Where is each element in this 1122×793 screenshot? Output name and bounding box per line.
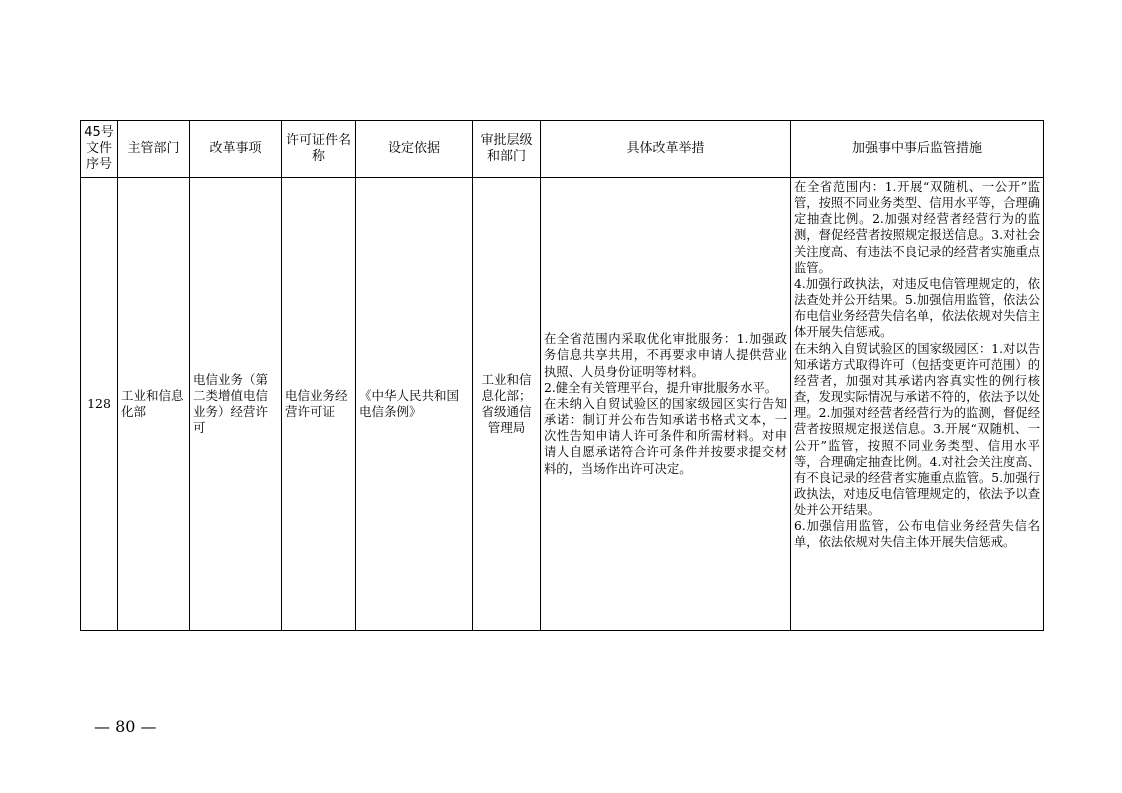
reform-measure-paragraph: 在全省范围内采取优化审批服务：1.加强政务信息共享共用，不再要求申请人提供营业执照、人员身份证明等材料。 bbox=[544, 332, 787, 379]
supervision-paragraph: 在全省范围内：1.开展“双随机、一公开”监管，按照不同业务类型、信用水平等，合理确定抽查比例。2.加强对经营者经营行为的监测，督促经营者按照规定报送信息。3.对社会关注度高、有违法不良记录的经营者实施重点监管。 bbox=[794, 180, 1040, 275]
supervision-paragraph: 4.加强行政执法，对违反电信管理规定的，依法查处并公开结果。5.加强信用监管，依法公布电信业务经营失信名单，依法依规对失信主体开展失信惩戒。 bbox=[794, 276, 1040, 340]
header-basis: 设定依据 bbox=[356, 121, 473, 178]
reform-measure-paragraph: 2.健全有关管理平台，提升审批服务水平。 bbox=[544, 380, 778, 395]
header-supervision: 加强事中事后监管措施 bbox=[791, 121, 1044, 178]
regulation-table bbox=[80, 120, 1044, 631]
header-reform-item: 改革事项 bbox=[190, 121, 282, 178]
header-license-name: 许可证件名称 bbox=[282, 121, 356, 178]
header-approval-level: 审批层级和部门 bbox=[473, 121, 541, 178]
table-row bbox=[81, 178, 1044, 631]
reform-measure-paragraph: 在未纳入自贸试验区的国家级园区实行告知承诺：制订并公布告知承诺书格式文本，一次性告知申请人许可条件和所需材料。对申请人自愿承诺符合许可条件并按要求提交材料的，当场作出许可决定。 bbox=[544, 396, 787, 476]
cell-basis: 《中华人民共和国电信条例》 bbox=[356, 178, 473, 631]
header-file-no: 45号文件序号 bbox=[81, 121, 118, 178]
cell-license-name: 电信业务经营许可证 bbox=[282, 178, 356, 631]
cell-file-no: 128 bbox=[81, 178, 118, 631]
cell-supervision bbox=[791, 178, 1044, 631]
supervision-paragraph: 在未纳入自贸试验区的国家级园区：1.对以告知承诺方式取得许可（包括变更许可范围）的经营者，加强对其承诺内容真实性的例行核查，发现实际情况与承诺不符的，依法予以处理。2.加强对经营者经营行为的监测，督促经营者按照规定报送信息。3.开展“双随机、一公开”监管，按照不同业务类型、信用水平等，合理确定抽查比例。4.对社会关注度高、有不良记录的经营者实施重点监管。5.加强行政执法，对违反电信管理规定的，依法予以查处并公开结果。 bbox=[794, 341, 1040, 518]
page-number: — 80 — bbox=[94, 717, 157, 736]
supervision-paragraph: 6.加强信用监管，公布电信业务经营失信名单，依法依规对失信主体开展失信惩戒。 bbox=[794, 519, 1040, 550]
cell-approval-level: 工业和信息化部；省级通信管理局 bbox=[473, 178, 541, 631]
header-department: 主管部门 bbox=[118, 121, 190, 178]
cell-reform-item: 电信业务（第二类增值电信业务）经营许可 bbox=[190, 178, 282, 631]
header-reform-measures: 具体改革举措 bbox=[541, 121, 791, 178]
cell-department: 工业和信息化部 bbox=[118, 178, 190, 631]
cell-reform-measures bbox=[541, 178, 791, 631]
table-header-row bbox=[81, 121, 1044, 178]
